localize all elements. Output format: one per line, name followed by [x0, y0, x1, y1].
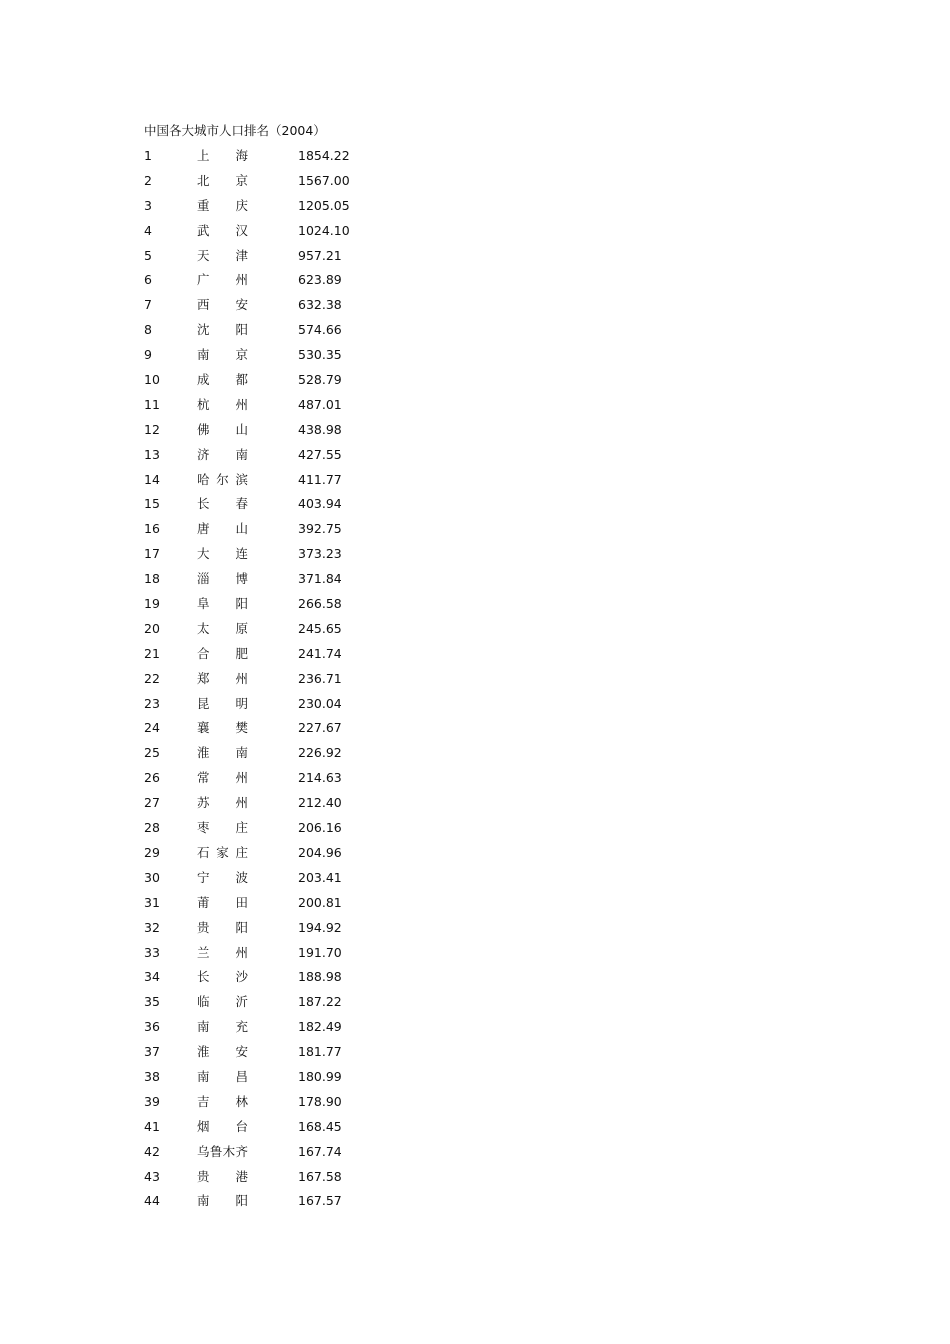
population-cell: 623.89 [298, 272, 342, 288]
city-cell: 西 安 [197, 297, 248, 313]
population-cell: 187.22 [298, 994, 342, 1010]
city-cell: 广 州 [197, 272, 248, 288]
table-row [144, 943, 384, 968]
population-cell: 371.84 [298, 571, 342, 587]
city-cell: 南 昌 [197, 1068, 248, 1084]
city-cell: 成 都 [197, 372, 248, 388]
table-row [144, 345, 384, 370]
population-cell: 168.45 [298, 1118, 342, 1134]
rank-cell: 10 [144, 372, 160, 388]
city-cell: 南 充 [197, 1019, 248, 1035]
city-cell: 哈 尔 滨 [197, 471, 248, 487]
population-cell: 236.71 [298, 670, 342, 686]
table-row [144, 644, 384, 669]
rank-cell: 31 [144, 894, 160, 910]
population-cell: 373.23 [298, 546, 342, 562]
city-cell: 昆 明 [197, 695, 248, 711]
population-cell: 487.01 [298, 396, 342, 412]
city-cell: 北 京 [197, 172, 248, 188]
table-row [144, 669, 384, 694]
rank-cell: 44 [144, 1193, 160, 1209]
city-cell: 唐 山 [197, 521, 248, 537]
table-row [144, 694, 384, 719]
population-cell: 167.58 [298, 1168, 342, 1184]
city-cell: 枣 庄 [197, 820, 248, 836]
population-cell: 266.58 [298, 596, 342, 612]
population-cell: 204.96 [298, 844, 342, 860]
table-row [144, 1117, 384, 1142]
city-cell: 济 南 [197, 446, 248, 462]
table-row [144, 519, 384, 544]
population-cell: 957.21 [298, 247, 342, 263]
population-cell: 530.35 [298, 347, 342, 363]
city-cell: 贵 港 [197, 1168, 248, 1184]
city-cell: 南 阳 [197, 1193, 248, 1209]
rank-cell: 23 [144, 695, 160, 711]
rank-cell: 9 [144, 347, 152, 363]
population-cell: 427.55 [298, 446, 342, 462]
rank-cell: 4 [144, 222, 152, 238]
table-row [144, 868, 384, 893]
city-cell: 常 州 [197, 770, 248, 786]
city-cell: 合 肥 [197, 645, 248, 661]
table-row [144, 594, 384, 619]
population-cell: 167.74 [298, 1143, 342, 1159]
city-cell: 阜 阳 [197, 596, 248, 612]
city-cell: 天 津 [197, 247, 248, 263]
city-cell: 烟 台 [197, 1118, 248, 1134]
table-row [144, 793, 384, 818]
rank-cell: 34 [144, 969, 160, 985]
table-row [144, 544, 384, 569]
population-cell: 203.41 [298, 869, 342, 885]
city-cell: 武 汉 [197, 222, 248, 238]
rank-cell: 7 [144, 297, 152, 313]
population-cell: 528.79 [298, 372, 342, 388]
rank-cell: 32 [144, 919, 160, 935]
city-cell: 乌 鲁 木 齐 [197, 1143, 248, 1159]
city-cell: 佛 山 [197, 421, 248, 437]
rank-cell: 2 [144, 172, 152, 188]
city-cell: 贵 阳 [197, 919, 248, 935]
table-row [144, 395, 384, 420]
rank-cell: 15 [144, 496, 160, 512]
population-cell: 245.65 [298, 620, 342, 636]
city-cell: 长 春 [197, 496, 248, 512]
table-row [144, 295, 384, 320]
city-cell: 上 海 [197, 148, 248, 163]
city-cell: 长 沙 [197, 969, 248, 985]
city-cell: 沈 阳 [197, 322, 248, 338]
rank-cell: 17 [144, 546, 160, 562]
population-cell: 194.92 [298, 919, 342, 935]
table-row [144, 743, 384, 768]
rank-cell: 24 [144, 720, 160, 736]
table-row [144, 1167, 384, 1192]
population-cell: 241.74 [298, 645, 342, 661]
population-cell: 214.63 [298, 770, 342, 786]
population-cell: 574.66 [298, 322, 342, 338]
rank-cell: 42 [144, 1143, 160, 1159]
population-cell: 181.77 [298, 1044, 342, 1060]
city-cell: 兰 州 [197, 944, 248, 960]
city-cell: 石 家 庄 [197, 844, 248, 860]
rank-cell: 36 [144, 1019, 160, 1035]
city-cell: 襄 樊 [197, 720, 248, 736]
table-row [144, 370, 384, 395]
population-cell: 392.75 [298, 521, 342, 537]
population-cell: 188.98 [298, 969, 342, 985]
rank-cell: 26 [144, 770, 160, 786]
table-row [144, 445, 384, 470]
rank-cell: 16 [144, 521, 160, 537]
rank-cell: 5 [144, 247, 152, 263]
city-cell: 淮 南 [197, 745, 248, 761]
population-cell: 180.99 [298, 1068, 342, 1084]
population-cell: 227.67 [298, 720, 342, 736]
rank-cell: 41 [144, 1118, 160, 1134]
rank-cell: 25 [144, 745, 160, 761]
rank-cell: 8 [144, 322, 152, 338]
rank-cell: 20 [144, 620, 160, 636]
city-cell: 苏 州 [197, 795, 248, 811]
rank-cell: 14 [144, 471, 160, 487]
city-cell: 淮 安 [197, 1044, 248, 1060]
rank-cell: 35 [144, 994, 160, 1010]
rank-cell: 12 [144, 421, 160, 437]
rank-cell: 19 [144, 596, 160, 612]
rank-cell: 28 [144, 820, 160, 836]
table-row [144, 196, 384, 221]
table-row [144, 246, 384, 271]
city-cell: 宁 波 [197, 869, 248, 885]
population-cell: 191.70 [298, 944, 342, 960]
document-title: 中国各大城市人口排名（2004） [144, 123, 326, 138]
table-row [144, 818, 384, 843]
table-row [144, 171, 384, 196]
table-row [144, 221, 384, 246]
population-cell: 1854.22 [298, 148, 350, 163]
population-cell: 1205.05 [298, 197, 350, 213]
rank-cell: 21 [144, 645, 160, 661]
table-row [144, 569, 384, 594]
population-cell: 167.57 [298, 1193, 342, 1209]
city-cell: 临 沂 [197, 994, 248, 1010]
population-cell: 206.16 [298, 820, 342, 836]
table-row [144, 146, 384, 171]
rank-cell: 6 [144, 272, 152, 288]
population-cell: 212.40 [298, 795, 342, 811]
population-cell: 632.38 [298, 297, 342, 313]
city-cell: 大 连 [197, 546, 248, 562]
rank-cell: 3 [144, 197, 152, 213]
table-row [144, 1092, 384, 1117]
table-row [144, 320, 384, 345]
rank-cell: 27 [144, 795, 160, 811]
rank-cell: 30 [144, 869, 160, 885]
table-row [144, 494, 384, 519]
city-cell: 郑 州 [197, 670, 248, 686]
table-row [144, 768, 384, 793]
rank-cell: 37 [144, 1044, 160, 1060]
table-row [144, 420, 384, 445]
table-row [144, 843, 384, 868]
rank-cell: 22 [144, 670, 160, 686]
population-cell: 1024.10 [298, 222, 350, 238]
table-row [144, 967, 384, 992]
population-cell: 226.92 [298, 745, 342, 761]
table-row [144, 270, 384, 295]
population-cell: 411.77 [298, 471, 342, 487]
table-row [144, 1191, 384, 1216]
city-cell: 南 京 [197, 347, 248, 363]
table-row [144, 1017, 384, 1042]
rank-cell: 13 [144, 446, 160, 462]
table-row [144, 470, 384, 495]
rank-cell: 43 [144, 1168, 160, 1184]
table-row [144, 918, 384, 943]
population-cell: 1567.00 [298, 172, 350, 188]
table-row [144, 619, 384, 644]
city-cell: 重 庆 [197, 197, 248, 213]
population-cell: 438.98 [298, 421, 342, 437]
rank-cell: 1 [144, 148, 152, 163]
table-row [144, 893, 384, 918]
rank-cell: 18 [144, 571, 160, 587]
population-cell: 230.04 [298, 695, 342, 711]
population-cell: 403.94 [298, 496, 342, 512]
city-cell: 杭 州 [197, 396, 248, 412]
rank-cell: 11 [144, 396, 160, 412]
city-cell: 淄 博 [197, 571, 248, 587]
city-cell: 太 原 [197, 620, 248, 636]
population-ranking-table [144, 146, 384, 1216]
city-cell: 吉 林 [197, 1093, 248, 1109]
population-cell: 182.49 [298, 1019, 342, 1035]
rank-cell: 29 [144, 844, 160, 860]
table-row [144, 1042, 384, 1067]
table-row [144, 718, 384, 743]
rank-cell: 38 [144, 1068, 160, 1084]
population-cell: 178.90 [298, 1093, 342, 1109]
table-row [144, 1142, 384, 1167]
table-row [144, 992, 384, 1017]
city-cell: 莆 田 [197, 894, 248, 910]
rank-cell: 33 [144, 944, 160, 960]
table-row [144, 1067, 384, 1092]
population-cell: 200.81 [298, 894, 342, 910]
rank-cell: 39 [144, 1093, 160, 1109]
